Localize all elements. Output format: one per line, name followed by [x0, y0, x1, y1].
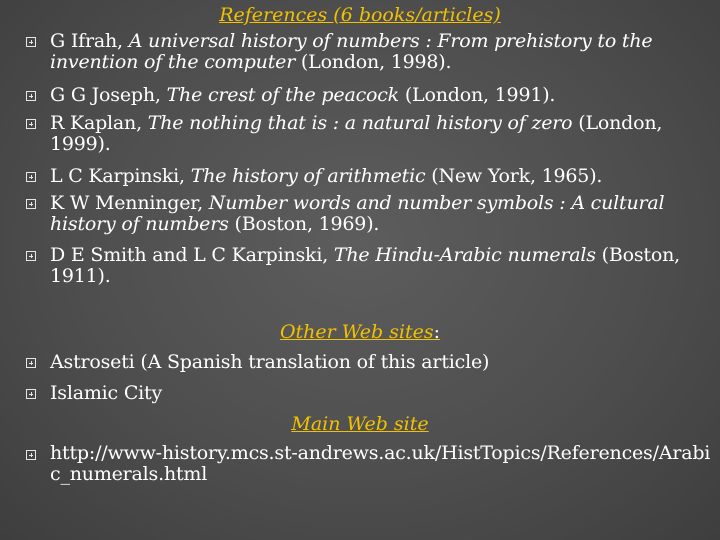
main-web-site-heading: Main Web site — [291, 413, 429, 435]
boxed-plus-icon — [26, 172, 36, 182]
reference-title: The crest of the peacock — [166, 84, 399, 106]
reference-item-5: K W Menninger, Number words and number symbols : A cultural history of numbers (Boston, 1969). — [50, 192, 665, 235]
boxed-plus-icon — [26, 119, 36, 129]
other-site-link-astroseti[interactable]: Astroseti (A Spanish translation of this article) — [50, 351, 490, 373]
other-web-sites-heading: Other Web sites: — [279, 321, 441, 343]
boxed-plus-icon — [26, 37, 36, 47]
reference-item-2: G G Joseph, The crest of the peacock (London, 1991). — [50, 84, 556, 106]
main-site-url-link[interactable]: http://www-history.mcs.st-andrews.ac.uk/HistTopics/References/Arabic_numerals.html — [50, 442, 711, 485]
reference-item-3: R Kaplan, The nothing that is : a natural history of zero (London, 1999). — [50, 112, 663, 155]
reference-title: The Hindu-Arabic numerals — [333, 244, 596, 266]
boxed-plus-icon — [26, 199, 36, 209]
boxed-plus-icon — [26, 450, 36, 460]
reference-item-1: G Ifrah, A universal history of numbers : From prehistory to the invention of the computer (London, 1998). — [50, 30, 653, 73]
boxed-plus-icon — [26, 251, 36, 261]
other-site-link-islamic-city[interactable]: Islamic City — [50, 382, 163, 404]
reference-title: The nothing that is : a natural history of zero — [147, 112, 573, 134]
boxed-plus-icon — [26, 358, 36, 368]
reference-item-4: L C Karpinski, The history of arithmetic (New York, 1965). — [50, 165, 603, 187]
reference-item-6: D E Smith and L C Karpinski, The Hindu-Arabic numerals (Boston, 1911). — [50, 244, 680, 287]
reference-title: A universal history of numbers : From prehistory to the invention of the computer — [50, 30, 653, 73]
boxed-plus-icon — [26, 389, 36, 399]
reference-title: The history of arithmetic — [190, 165, 426, 187]
boxed-plus-icon — [26, 91, 36, 101]
references-heading: References (6 books/articles) — [219, 4, 501, 26]
reference-title: Number words and number symbols : A cultural history of numbers — [50, 192, 665, 235]
